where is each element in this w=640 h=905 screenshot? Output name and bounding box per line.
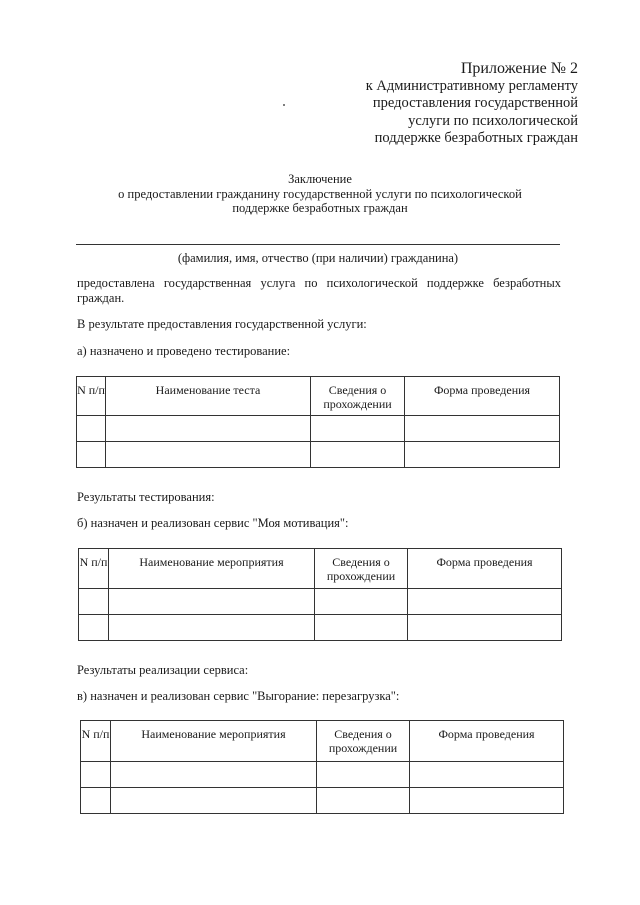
col-event-name: Наименование мероприятия (109, 549, 315, 589)
appendix-line-2: предоставления государственной (372, 95, 578, 111)
appendix-line-4: поддержке безработных граждан (374, 130, 578, 146)
appendix-block (366, 60, 578, 148)
table-row (81, 762, 564, 788)
motivation-table (78, 548, 562, 641)
col-passing-info: Сведения о прохождении (315, 549, 408, 589)
appendix-number: Приложение № 2 (460, 60, 578, 77)
col-form: Форма проведения (410, 721, 564, 762)
section-a-label: а) назначено и проведено тестирование: (77, 344, 291, 358)
appendix-line-3: услуги по психологической (408, 112, 578, 129)
section-c-label: в) назначен и реализован сервис "Выгорание: перезагрузка": (77, 689, 400, 703)
col-number: N п/п (79, 549, 109, 589)
col-number: N п/п (77, 377, 106, 416)
col-form: Форма проведения (405, 377, 560, 416)
testing-table (76, 376, 560, 468)
section-b-label: б) назначен и реализован сервис "Моя мотивация": (77, 516, 349, 530)
service-provided-text: предоставлена государственная услуга по психологической поддержке безработных граждан. (77, 276, 561, 305)
title-line-2: поддержке безработных граждан (232, 201, 408, 215)
table-row (79, 615, 562, 641)
citizen-name-caption: (фамилия, имя, отчество (при наличии) гражданина) (177, 251, 459, 265)
result-intro: В результате предоставления государственной услуги: (77, 317, 367, 331)
col-passing-info: Сведения о прохождении (311, 377, 405, 416)
appendix-line-1: к Административному регламенту (365, 77, 578, 94)
scan-speck (283, 104, 285, 106)
table-row (79, 589, 562, 615)
table-row (77, 416, 560, 442)
col-number: N п/п (81, 721, 111, 762)
service-results-label: Результаты реализации сервиса: (77, 663, 249, 677)
col-event-name: Наименование мероприятия (111, 721, 317, 762)
title-heading: Заключение (288, 172, 352, 186)
document-title (60, 172, 580, 216)
col-test-name: Наименование теста (106, 377, 311, 416)
table-row (77, 442, 560, 468)
citizen-name-line[interactable] (76, 244, 560, 245)
table-row (81, 788, 564, 814)
title-line-1: о предоставлении гражданину государственной услуги по психологической (118, 186, 522, 201)
col-form: Форма проведения (408, 549, 562, 589)
testing-results-label: Результаты тестирования: (77, 490, 215, 504)
burnout-table (80, 720, 564, 814)
col-passing-info: Сведения о прохождении (317, 721, 410, 762)
